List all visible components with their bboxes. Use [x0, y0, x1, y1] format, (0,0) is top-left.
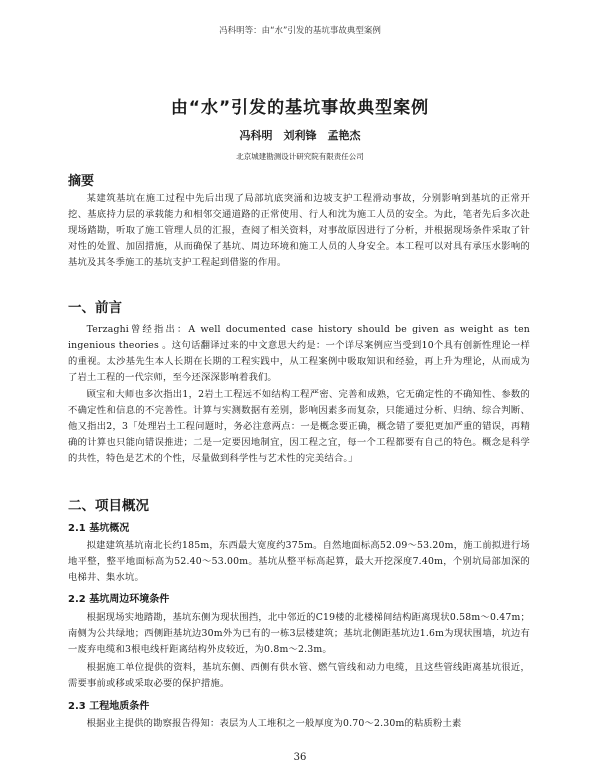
- subsection-2-2-text-2: 根据施工单位提供的资料，基坑东侧、西侧有供水管、燃气管线和动力电缆，且这些管线距离基坑很近，需要事前或移或采取必要的保护措施。: [68, 662, 530, 689]
- subsection-heading-2-1: 2.1 基坑概况: [68, 523, 130, 534]
- subsection-2-3-text: 根据业主提供的勘察报告得知：表层为人工堆积之一般厚度为0.70～2.30m的粘质粉土素: [86, 718, 462, 729]
- subsection-2-2-text: 根据现场实地踏勘，基坑东侧为现状围挡，北中邻近的C19楼的北楼梯间结构距离现状0.58m～0.47m；南侧为公共绿地；西侧距基坑边30m外为已有的一栋3层楼建筑；基坑北侧距基坑边1.6m为现状围墙，坑边有一废弃电缆和3根电线杆距离结构外皮较近，为0.8m～2.3m。: [68, 612, 530, 655]
- authors: 冯科明 刘利锋 孟艳杰: [239, 129, 361, 142]
- page-number: 36: [293, 752, 307, 763]
- running-head: 冯科明等：由“水”引发的基坑事故典型案例: [219, 26, 381, 36]
- section-heading-intro: 一、前言: [68, 300, 122, 316]
- abstract-heading: 摘要: [68, 174, 95, 189]
- intro-paragraph-2: 顾宝和大师也多次指出1，2岩土工程远不如结构工程严密、完善和成熟，它无确定性的不确知性、参数的不确定性和信息的不完善性。计算与实测数据有差别，影响因素多而复杂，只能通过分析、归纳、综合判断、他又指出2，3「处理岩土工程问题时，务必注意两点：一是概念要正确，概念错了要犯更加严重的错误，再精确的计算也只能向错误推进；二是一定要因地制宜，因工程之宜，每一个工程都要有自己的特色。概念是科学的共性，特色是艺术的个性，尽量做到科学性与艺术性的完美结合。」: [68, 389, 530, 464]
- subsection-heading-2-2: 2.2 基坑周边环境条件: [68, 594, 170, 605]
- affiliation: 北京城建勘测设计研究院有限责任公司: [236, 152, 364, 161]
- paper-title: 由“水”引发的基坑事故典型案例: [170, 98, 430, 118]
- section-heading-overview: 二、项目概况: [68, 498, 149, 514]
- subsection-heading-2-3: 2.3 工程地质条件: [68, 701, 150, 712]
- subsection-2-1-text: 拟建建筑基坑南北长约185m，东西最大宽度约375m。自然地面标高52.09～53.20m，施工前拟进行场地平整，整平地面标高为52.40～53.00m。基坑从整平标高起算，最大开挖深度7.40m，个别坑局部加深的电梯井、集水坑。: [68, 540, 530, 583]
- intro-paragraph-1: Terzaghi曾经指出：A well documented case history should be given as weight as ten ingenious theories 。这句话翻译过来的中文意思大约是：一个详尽案例应当受到10个具有创新性理论一样的重视。太沙基先生本人长期在长期的工程实践中，从工程案例中吸取知识和经验，再上升为理论，从而成为了岩土工程的一代宗师，至今还深深影响着我们。: [68, 324, 530, 383]
- abstract-text: 某建筑基坑在施工过程中先后出现了局部坑底突涌和边坡支护工程滑动事故，分别影响到基坑的正常开挖、基底持力层的承载能力和相邻交通道路的正常使用、行人和沈为施工人员的安全。为此，笔者先后多次赴现场踏勘，听取了施工管理人员的汇报，查阅了相关资料，对事故原因进行了分析，并根据现场条件采取了针对性的处置、加固措施，从而确保了基坑、周边环境和施工人员的人身安全。本工程可以对具有承压水影响的基坑及其冬季施工的基坑支护工程起到借鉴的作用。: [68, 193, 530, 268]
